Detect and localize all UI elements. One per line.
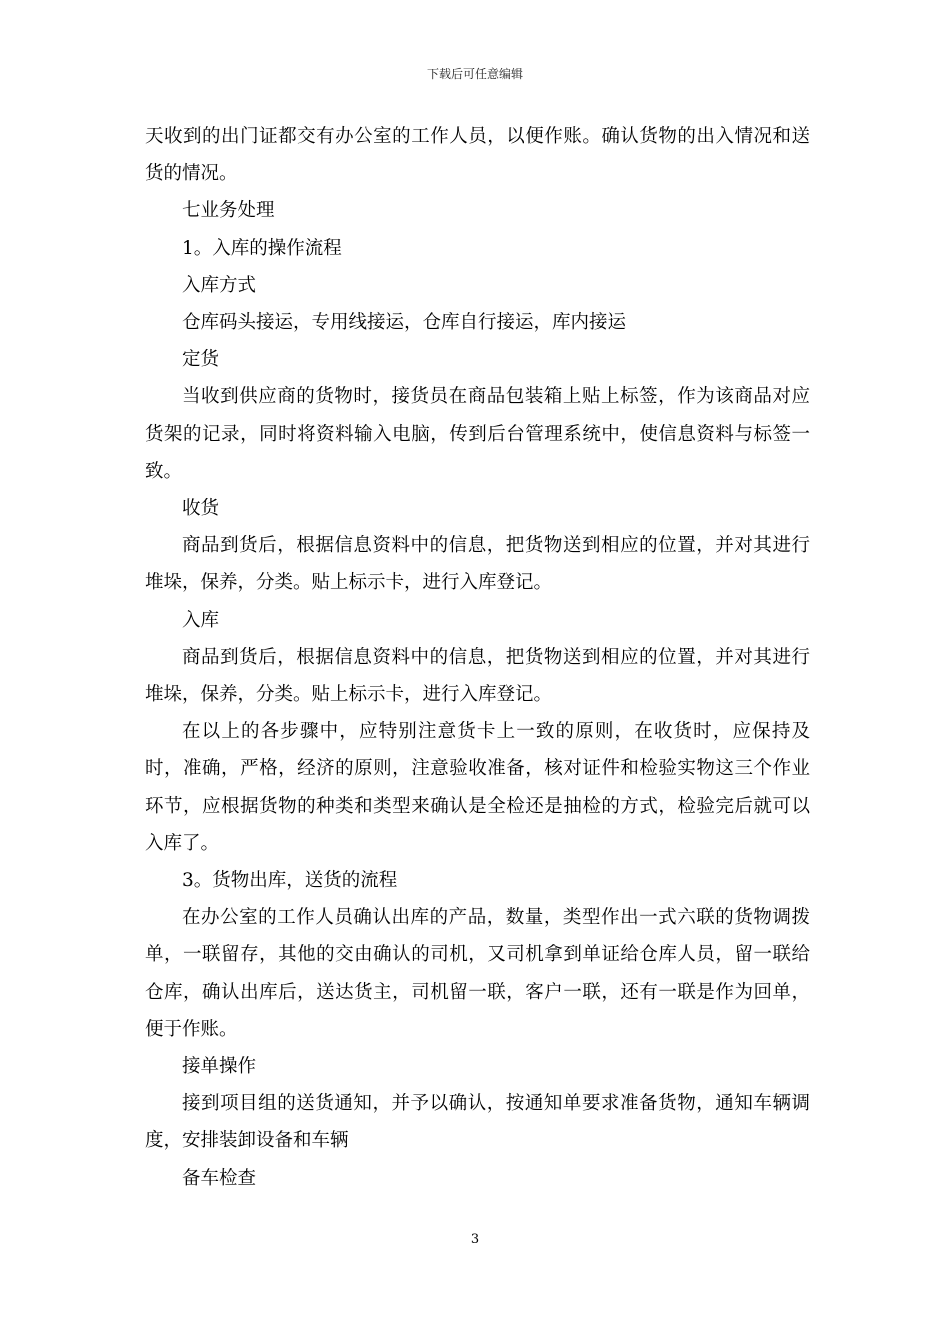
section-heading: 七业务处理 bbox=[182, 200, 275, 222]
subsection-heading: 定货 bbox=[182, 349, 220, 371]
subsection-heading: 1。入库的操作流程 bbox=[182, 237, 342, 259]
subsection-heading: 备车检查 bbox=[182, 1167, 257, 1189]
paragraph: 在办公室的工作人员确认出库的产品，数量，类型作出一式六联的货物调拨单，一联留存，其他的交由确认的司机，又司机拿到单证给仓库人员，留一联给仓库，确认出库后，送达货主，司机留一联，客户一联，还有一联是作为回单，便于作账。 bbox=[145, 907, 810, 1040]
paragraph: 仓库码头接运，专用线接运，仓库自行接运，库内接运 bbox=[182, 312, 627, 334]
paragraph: 商品到货后，根据信息资料中的信息，把货物送到相应的位置，并对其进行堆垛，保养，分类。贴上标示卡，进行入库登记。 bbox=[145, 646, 810, 706]
subsection-heading: 入库方式 bbox=[182, 274, 257, 296]
page-number: 3 bbox=[470, 1232, 480, 1247]
paragraph: 当收到供应商的货物时，接货员在商品包装箱上贴上标签，作为该商品对应货架的记录，同时将资料输入电脑，传到后台管理系统中，使信息资料与标签一致。 bbox=[145, 386, 810, 482]
subsection-heading: 3。货物出库，送货的流程 bbox=[182, 870, 398, 892]
paragraph: 在以上的各步骤中，应特别注意货卡上一致的原则，在收货时，应保持及时，准确，严格，经济的原则，注意验收准备，核对证件和检验实物这三个作业环节，应根据货物的种类和类型来确认是全检还是抽检的方式，检验完后就可以入库了。 bbox=[145, 721, 810, 854]
paragraph: 商品到货后，根据信息资料中的信息，把货物送到相应的位置，并对其进行堆垛，保养，分类。贴上标示卡，进行入库登记。 bbox=[145, 535, 810, 594]
subsection-heading: 接单操作 bbox=[182, 1056, 257, 1078]
subsection-heading: 收货 bbox=[182, 498, 220, 520]
page-header: 下载后可任意编辑 bbox=[426, 67, 523, 81]
paragraph: 接到项目组的送货通知，并予以确认，按通知单要求准备货物，通知车辆调度，安排装卸设备和车辆 bbox=[145, 1093, 810, 1152]
subsection-heading: 入库 bbox=[182, 609, 220, 631]
paragraph: 天收到的出门证都交有办公室的工作人员，以便作账。确认货物的出入情况和送货的情况。 bbox=[145, 126, 810, 185]
document-body bbox=[145, 118, 810, 1197]
